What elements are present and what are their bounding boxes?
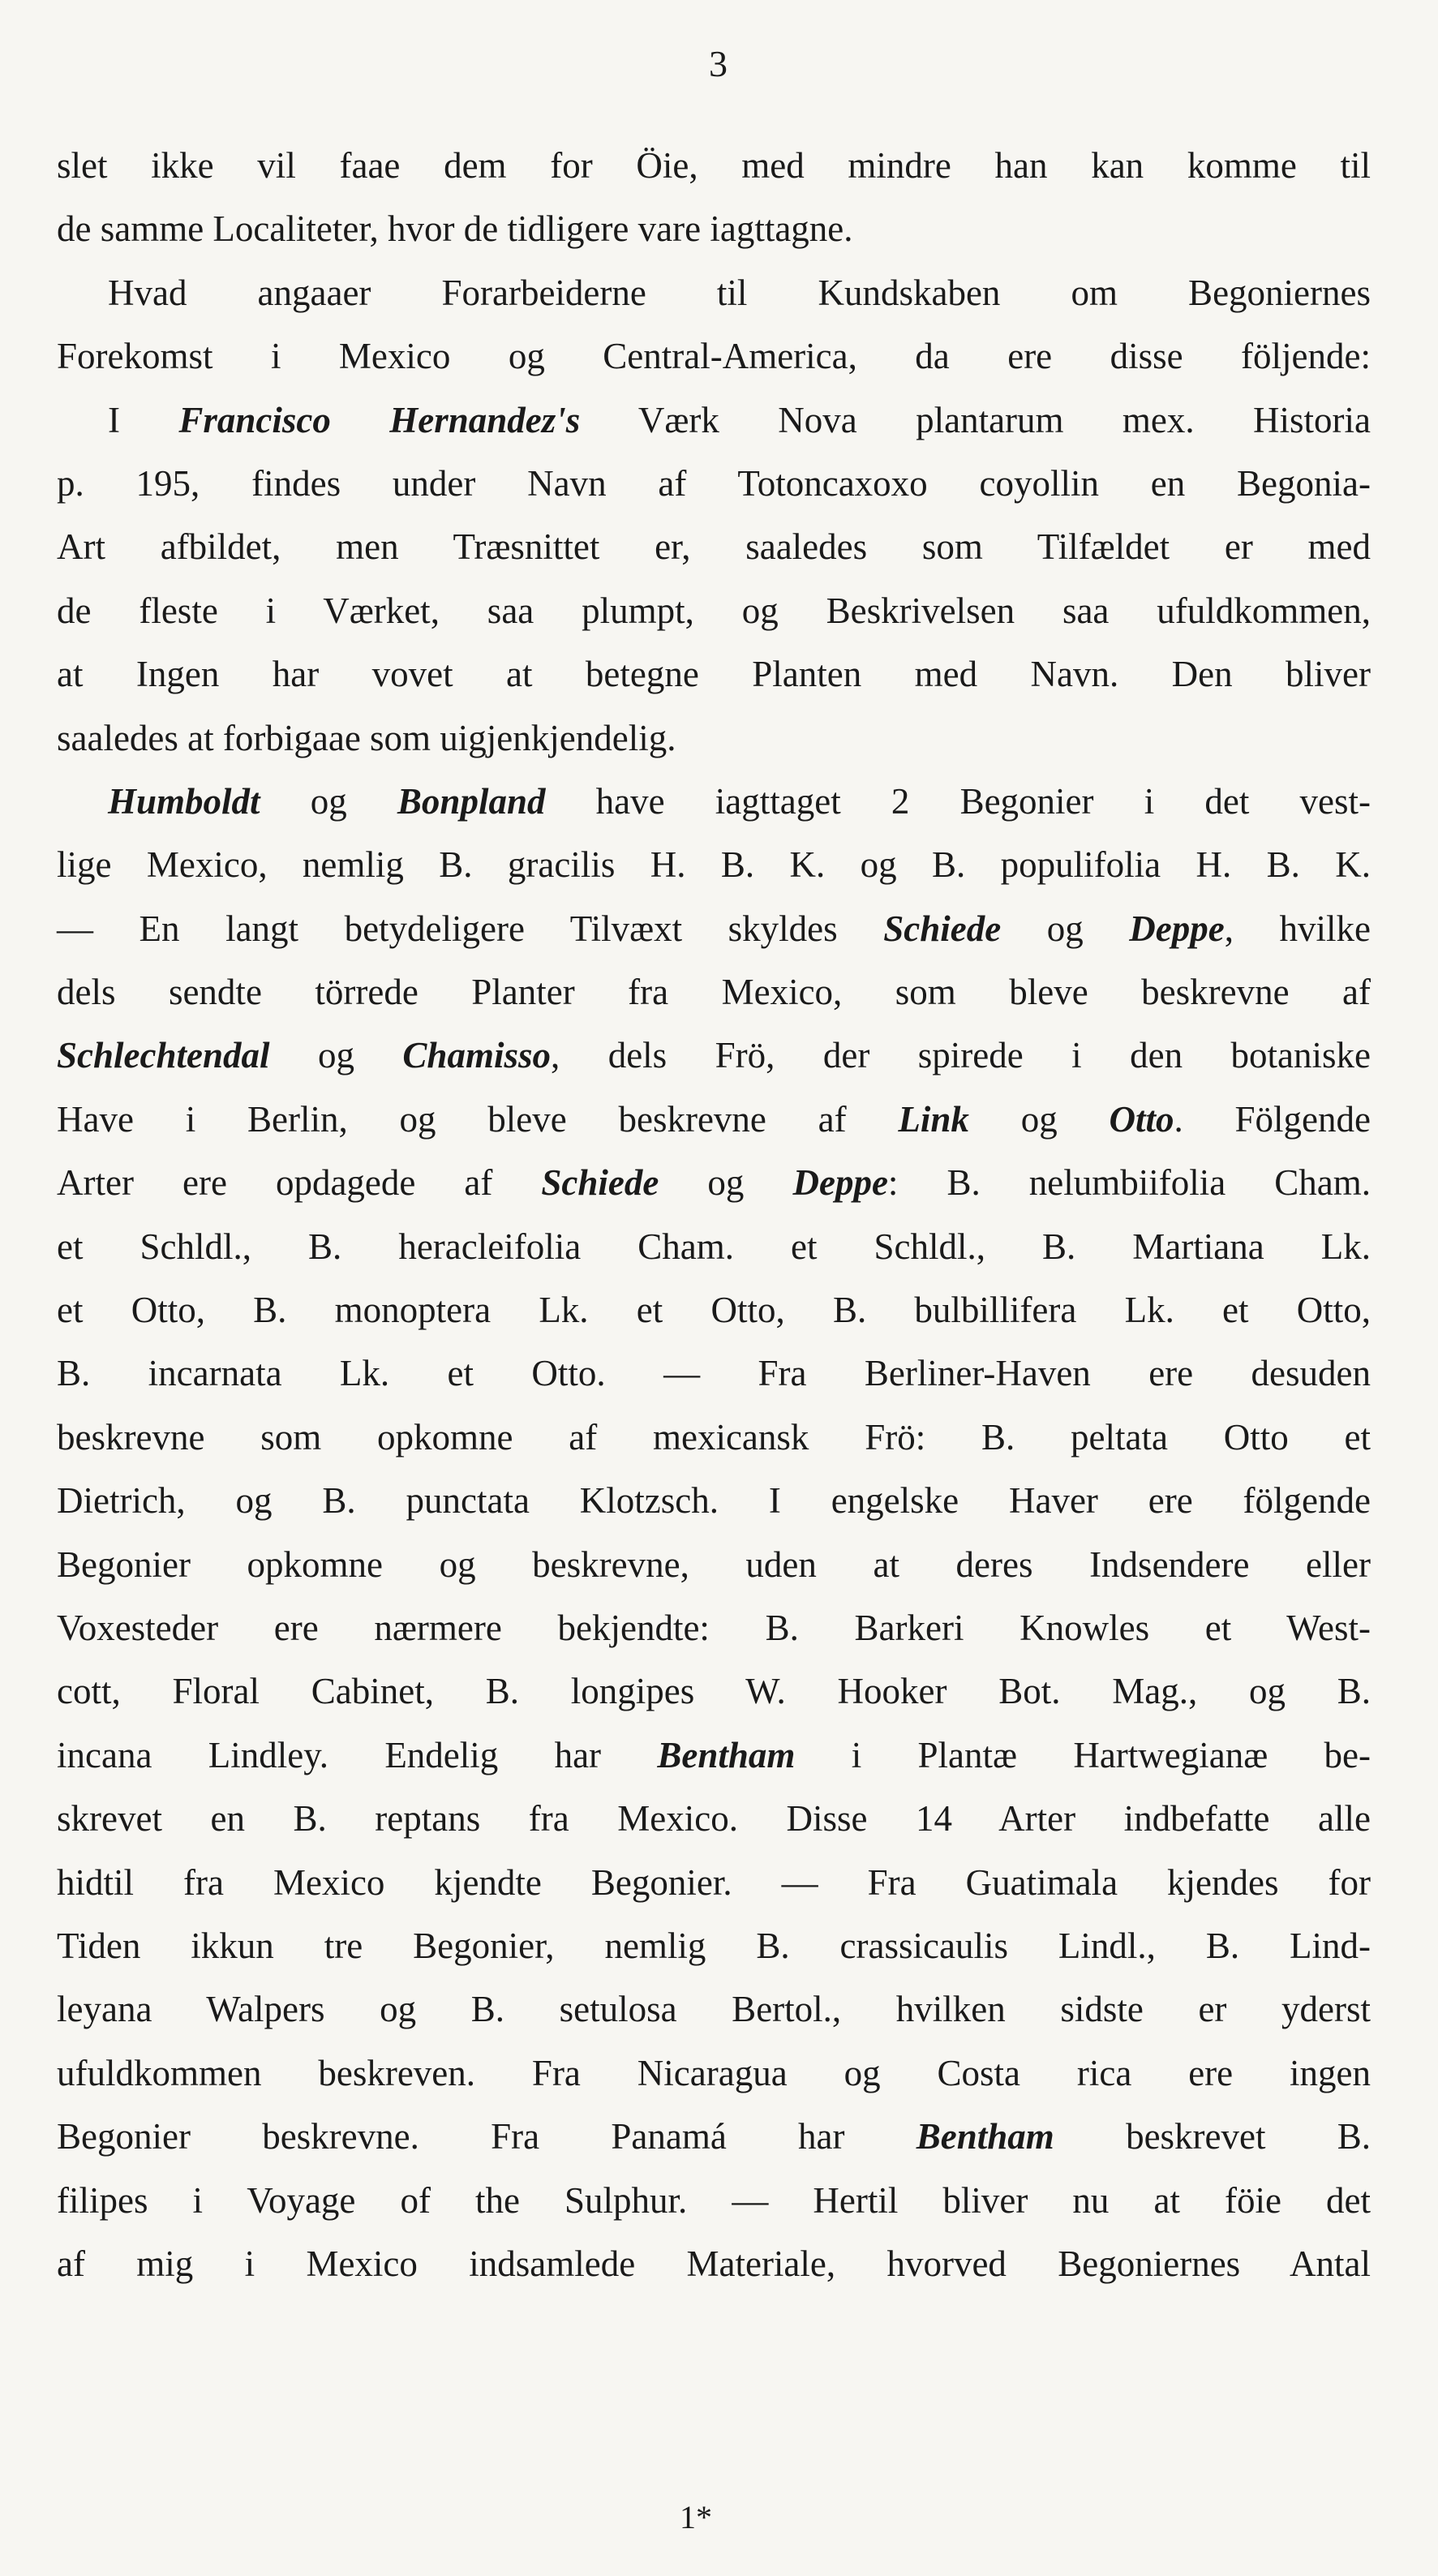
- text-line: [57, 1469, 1371, 1532]
- text-run: , hvilke: [1224, 908, 1371, 949]
- text-line: [57, 706, 1371, 770]
- text-line: [57, 2232, 1371, 2295]
- author-name: Bentham: [916, 2116, 1054, 2157]
- text-line: [57, 960, 1371, 1024]
- author-name: Schiede: [541, 1162, 659, 1204]
- text-line: [57, 1851, 1371, 1914]
- text-run: saaledes at forbigaae som uigjenkjendelig.: [57, 717, 676, 758]
- text-line: [57, 833, 1371, 896]
- text-run: ufuldkommen beskreven. Fra Nicaragua og Costa rica ere ingen: [57, 2052, 1371, 2093]
- text-run: et Schldl., B. heracleifolia Cham. et Schldl., B. Martiana Lk.: [57, 1226, 1371, 1267]
- text-run: Dietrich, og B. punctata Klotzsch. I engelske Haver ere fölgende: [57, 1480, 1371, 1522]
- text-run: hidtil fra Mexico kjendte Begonier. — Fra Guatimala kjendes for: [57, 1861, 1371, 1903]
- text-run: I: [108, 399, 179, 440]
- text-run: , dels Frö, der spirede i den botaniske: [551, 1035, 1371, 1076]
- text-run: dels sendte törrede Planter fra Mexico, som bleve beskrevne af: [57, 972, 1371, 1013]
- text-run: Begonier beskrevne. Fra Panamá har: [57, 2116, 916, 2157]
- text-run: p. 195, findes under Navn af Totoncaxoxo coyollin en Begonia-: [57, 462, 1371, 504]
- author-name: Deppe: [1129, 908, 1225, 949]
- text-run: skrevet en B. reptans fra Mexico. Disse 14 Arter indbefatte alle: [57, 1798, 1371, 1840]
- text-line: [57, 2169, 1371, 2232]
- author-name: Bentham: [657, 1734, 796, 1775]
- text-run: Voxesteder ere nærmere bekjendte: B. Barkeri Knowles et West-: [57, 1607, 1371, 1648]
- text-run: og: [659, 1162, 793, 1204]
- page-number: 3: [709, 43, 729, 84]
- text-line: [57, 1151, 1371, 1214]
- text-line: [57, 1977, 1371, 2041]
- text-run: Have i Berlin, og bleve beskrevne af: [57, 1098, 899, 1140]
- text-line: [57, 515, 1371, 578]
- text-line: [57, 1659, 1371, 1723]
- text-line: [57, 1088, 1371, 1151]
- text-run: slet ikke vil faae dem for Öie, med mindre han kan komme til: [57, 145, 1371, 186]
- text-line: [57, 197, 1371, 260]
- text-run: Arter ere opdagede af: [57, 1162, 542, 1204]
- text-run: og: [269, 1035, 403, 1076]
- text-run: : B. nelumbiifolia Cham.: [887, 1162, 1371, 1204]
- author-name: Deppe: [792, 1162, 888, 1204]
- text-line: [57, 1278, 1371, 1342]
- text-run: filipes i Voyage of the Sulphur. — Hertil bliver nu at föie det: [57, 2179, 1371, 2221]
- text-run: af mig i Mexico indsamlede Materiale, hvorved Begoniernes Antal: [57, 2243, 1371, 2284]
- text-run: beskrevne som opkomne af mexicansk Frö: B. peltata Otto et: [57, 1416, 1371, 1458]
- text-run: B. incarnata Lk. et Otto. — Fra Berliner-Haven ere desuden: [57, 1353, 1371, 1394]
- text-line: [57, 579, 1371, 642]
- author-name: Schlechtendal: [57, 1035, 270, 1076]
- author-name: Otto: [1109, 1098, 1174, 1140]
- text-run: Begonier opkomne og beskrevne, uden at deres Indsendere eller: [57, 1543, 1371, 1585]
- text-line: [57, 770, 1371, 833]
- signature-mark: 1*: [680, 2499, 712, 2535]
- text-run: Forekomst i Mexico og Central-America, da ere disse följende:: [57, 336, 1371, 377]
- text-run: Værk Nova plantarum mex. Historia: [580, 399, 1371, 440]
- body-text: [57, 134, 1371, 2295]
- text-line: [57, 1215, 1371, 1278]
- text-run: Hvad angaaer Forarbeiderne til Kundskaben om Begoniernes: [108, 272, 1371, 313]
- text-run: beskrevet B.: [1054, 2116, 1371, 2157]
- text-line: [57, 389, 1371, 452]
- text-line: [57, 1787, 1371, 1850]
- text-line: [57, 134, 1371, 197]
- text-line: [57, 1533, 1371, 1596]
- text-run: Tiden ikkun tre Begonier, nemlig B. crassicaulis Lindl., B. Lind-: [57, 1925, 1371, 1966]
- text-line: [57, 1596, 1371, 1659]
- text-run: i Plantæ Hartwegianæ be-: [795, 1734, 1371, 1775]
- text-run: og: [968, 1098, 1110, 1140]
- text-line: [57, 1406, 1371, 1469]
- text-run: lige Mexico, nemlig B. gracilis H. B. K. og B. populifolia H. B. K.: [57, 844, 1371, 886]
- text-line: [57, 642, 1371, 706]
- text-line: [57, 2105, 1371, 2168]
- text-run: incana Lindley. Endelig har: [57, 1734, 658, 1775]
- text-run: leyana Walpers og B. setulosa Bertol., hvilken sidste er yderst: [57, 1989, 1371, 2030]
- text-line: [57, 1724, 1371, 1787]
- text-run: cott, Floral Cabinet, B. longipes W. Hooker Bot. Mag., og B.: [57, 1671, 1371, 1712]
- text-run: de samme Localiteter, hvor de tidligere vare iagttagne.: [57, 208, 853, 250]
- author-name: Chamisso: [402, 1035, 551, 1076]
- text-line: [57, 324, 1371, 388]
- text-run: og: [1001, 908, 1130, 949]
- text-run: at Ingen har vovet at betegne Planten med Navn. Den bliver: [57, 654, 1371, 695]
- author-name: Humboldt: [108, 780, 260, 822]
- text-line: [57, 2041, 1371, 2105]
- author-name: Link: [898, 1098, 969, 1140]
- text-run: et Otto, B. monoptera Lk. et Otto, B. bulbillifera Lk. et Otto,: [57, 1290, 1371, 1331]
- text-run: de fleste i Værket, saa plumpt, og Beskrivelsen saa ufuldkommen,: [57, 590, 1371, 631]
- author-name: Schiede: [883, 908, 1002, 949]
- author-name: Bonpland: [397, 780, 546, 822]
- text-run: og: [260, 780, 397, 822]
- text-run: — En langt betydeligere Tilvæxt skyldes: [57, 908, 884, 949]
- text-line: [57, 1024, 1371, 1087]
- text-run: Art afbildet, men Træsnittet er, saaledes som Tilfældet er med: [57, 526, 1371, 568]
- text-run: have iagttaget 2 Begonier i det vest-: [545, 780, 1371, 822]
- author-name: Francisco Hernandez's: [178, 399, 581, 440]
- text-line: [57, 897, 1371, 960]
- text-line: [57, 1342, 1371, 1405]
- text-run: . Fölgende: [1174, 1098, 1371, 1140]
- text-line: [57, 452, 1371, 515]
- text-line: [57, 261, 1371, 324]
- text-line: [57, 1914, 1371, 1977]
